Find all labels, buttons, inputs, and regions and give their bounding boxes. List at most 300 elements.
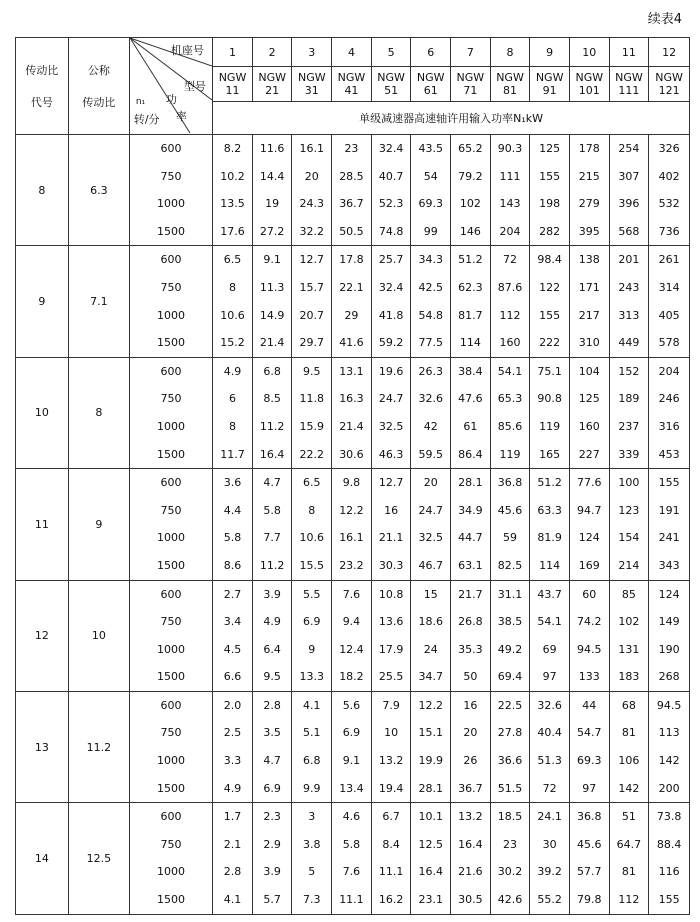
speed-value: 750	[160, 169, 182, 183]
power-value: 50	[463, 670, 478, 684]
speed-value: 600	[160, 253, 182, 267]
power-value: 326	[658, 142, 680, 155]
power-value: 2.3	[263, 810, 281, 824]
frame-number-8: 8	[490, 38, 530, 67]
power-value: 5.5	[303, 587, 321, 601]
power-value: 41.6	[339, 336, 364, 350]
power-value: 7.3	[303, 893, 321, 907]
power-cell	[411, 246, 451, 357]
power-cell	[609, 803, 649, 914]
power-value: 54.8	[418, 308, 443, 322]
power-cell	[332, 469, 372, 580]
power-value: 9.8	[342, 476, 361, 490]
power-cell	[252, 246, 292, 357]
corner-speed-symbol: n₁	[135, 97, 146, 107]
power-cell	[332, 246, 372, 357]
power-rating-table	[15, 37, 690, 915]
power-value: 72	[542, 781, 557, 795]
power-value: 282	[539, 224, 561, 238]
power-cell	[530, 803, 570, 914]
ratio-code-cell: 8	[16, 135, 69, 246]
ratio-code-cell: 12	[16, 580, 69, 691]
power-value: 3.6	[223, 476, 242, 490]
power-value: 43.5	[418, 142, 443, 155]
power-value: 102	[459, 197, 481, 211]
power-cell	[371, 469, 411, 580]
power-value: 15.1	[418, 726, 443, 740]
power-value: 6.4	[263, 642, 281, 656]
power-value: 75.1	[537, 364, 562, 378]
power-value: 3.9	[263, 865, 281, 879]
power-value: 10.6	[220, 308, 245, 322]
frame-number-7: 7	[451, 38, 491, 67]
power-value: 31.1	[497, 587, 523, 601]
power-cell	[292, 246, 332, 357]
power-cell	[609, 135, 649, 246]
power-value: 6	[229, 392, 237, 406]
power-value: 5.8	[223, 531, 242, 545]
power-value: 4.6	[342, 810, 361, 824]
nominal-ratio-cell: 6.3	[68, 135, 129, 246]
power-value: 8.6	[223, 558, 242, 572]
table-row	[16, 469, 690, 580]
power-value: 568	[618, 224, 640, 238]
power-value: 13.5	[220, 197, 245, 211]
power-value: 183	[618, 670, 640, 684]
power-value: 24.7	[418, 503, 443, 517]
power-value: 160	[499, 336, 521, 350]
nominal-ratio-cell: 8	[68, 357, 129, 468]
power-value: 94.5	[656, 698, 682, 712]
ratio-code-cell: 11	[16, 469, 69, 580]
power-value: 21.4	[339, 419, 364, 433]
power-value: 16	[463, 698, 478, 712]
power-value: 32.6	[537, 698, 562, 712]
power-value: 97	[582, 781, 597, 795]
table-row	[16, 246, 690, 357]
power-cell	[213, 246, 253, 357]
speed-cell	[129, 469, 212, 580]
power-value: 6.9	[263, 781, 281, 795]
power-title: 单级减速器高速轴许用输入功率N₁kW	[213, 102, 690, 135]
power-value: 189	[618, 392, 640, 406]
power-cell	[451, 135, 491, 246]
power-value: 449	[618, 336, 640, 350]
power-value: 28.5	[339, 169, 364, 183]
power-value: 9.4	[342, 615, 361, 629]
power-cell	[609, 357, 649, 468]
power-value: 44	[582, 698, 597, 712]
ratio-code-cell: 9	[16, 246, 69, 357]
nominal-ratio-cell: 12.5	[68, 803, 129, 914]
power-value: 26.3	[418, 364, 443, 378]
power-value: 3	[308, 810, 316, 824]
power-value: 6.8	[303, 754, 321, 768]
power-value: 10.6	[299, 531, 325, 545]
power-cell	[252, 469, 292, 580]
power-value: 9.5	[263, 670, 281, 684]
power-cell	[213, 691, 253, 802]
power-value: 69	[542, 642, 557, 656]
power-value: 6.7	[382, 810, 400, 824]
power-cell	[411, 135, 451, 246]
power-value: 125	[539, 142, 561, 155]
corner-power-label-1: 功	[165, 93, 177, 106]
power-cell	[649, 469, 690, 580]
power-value: 98.4	[537, 253, 562, 267]
power-value: 22.2	[299, 447, 325, 461]
power-value: 79.2	[458, 169, 483, 183]
power-value: 13.2	[378, 754, 404, 768]
power-value: 79.8	[577, 893, 602, 907]
power-value: 241	[658, 531, 680, 545]
power-value: 30.2	[497, 865, 523, 879]
power-value: 214	[618, 558, 640, 572]
power-value: 45.6	[497, 503, 523, 517]
power-value: 3.8	[303, 837, 321, 851]
power-cell	[490, 135, 530, 246]
power-value: 4.7	[263, 754, 281, 768]
power-cell	[649, 246, 690, 357]
power-value: 16.3	[339, 392, 364, 406]
power-cell	[292, 357, 332, 468]
speed-cell	[129, 803, 212, 914]
power-value: 17.6	[220, 224, 245, 238]
power-value: 90.3	[497, 142, 523, 155]
power-value: 9.5	[303, 364, 321, 378]
power-value: 87.6	[497, 280, 523, 294]
power-value: 18.2	[339, 670, 364, 684]
model-12: NGW 121	[649, 67, 690, 102]
power-value: 8.5	[263, 392, 281, 406]
speed-cell	[129, 135, 212, 246]
power-value: 402	[658, 169, 680, 183]
frame-number-11: 11	[609, 38, 649, 67]
power-value: 2.1	[223, 837, 242, 851]
power-value: 13.3	[299, 670, 325, 684]
power-cell	[451, 357, 491, 468]
power-value: 227	[578, 447, 600, 461]
power-value: 24.3	[299, 197, 325, 211]
power-value: 2.8	[223, 865, 242, 879]
power-value: 154	[618, 531, 640, 545]
power-value: 5.8	[263, 503, 281, 517]
power-value: 51	[621, 810, 636, 824]
power-value: 20	[304, 169, 319, 183]
power-value: 9	[308, 642, 316, 656]
model-11: NGW 111	[609, 67, 649, 102]
power-value: 11.7	[220, 447, 245, 461]
power-cell	[530, 246, 570, 357]
model-9: NGW 91	[530, 67, 570, 102]
table-row	[16, 580, 690, 691]
power-value: 12.4	[339, 642, 364, 656]
power-cell	[292, 803, 332, 914]
power-value: 5.1	[303, 726, 321, 740]
speed-value: 600	[160, 587, 182, 601]
power-value: 9.1	[342, 754, 361, 768]
speed-value: 1000	[157, 754, 186, 768]
power-value: 69.3	[577, 754, 602, 768]
power-cell	[451, 803, 491, 914]
power-cell	[569, 246, 609, 357]
power-value: 4.9	[263, 615, 281, 629]
power-value: 86.4	[458, 447, 483, 461]
power-value: 396	[618, 197, 640, 211]
power-value: 36.8	[577, 810, 602, 824]
power-cell	[490, 357, 530, 468]
table-caption: 续表4	[647, 12, 682, 27]
power-value: 60	[582, 587, 597, 601]
power-value: 190	[658, 642, 680, 656]
power-cell	[252, 357, 292, 468]
power-value: 201	[618, 253, 640, 267]
power-value: 13.4	[339, 781, 364, 795]
power-cell	[649, 580, 690, 691]
power-value: 57.7	[577, 865, 602, 879]
power-cell	[530, 135, 570, 246]
speed-value: 1000	[157, 531, 186, 545]
power-value: 178	[578, 142, 600, 155]
power-value: 54.1	[497, 364, 523, 378]
power-value: 15.2	[220, 336, 245, 350]
model-4: NGW 41	[332, 67, 372, 102]
power-value: 35.3	[458, 642, 483, 656]
frame-number-5: 5	[371, 38, 411, 67]
power-value: 52.3	[378, 197, 404, 211]
power-value: 32.4	[378, 280, 404, 294]
power-cell	[530, 357, 570, 468]
power-cell	[530, 469, 570, 580]
power-value: 25.5	[378, 670, 404, 684]
power-value: 6.9	[342, 726, 361, 740]
power-value: 6.8	[263, 364, 281, 378]
power-value: 49.2	[497, 642, 523, 656]
model-5: NGW 51	[371, 67, 411, 102]
header-ratio-code: 传动比 代号	[16, 38, 69, 135]
speed-cell	[129, 357, 212, 468]
power-value: 6.5	[303, 476, 321, 490]
power-value: 15.9	[299, 419, 325, 433]
power-value: 11.2	[259, 419, 285, 433]
power-cell	[332, 803, 372, 914]
power-value: 77.6	[577, 476, 602, 490]
speed-value: 1000	[157, 419, 186, 433]
power-value: 29.7	[299, 336, 325, 350]
power-value: 51.3	[537, 754, 562, 768]
power-value: 20	[423, 476, 438, 490]
power-value: 10.1	[418, 810, 443, 824]
power-value: 90.8	[537, 392, 562, 406]
power-cell	[569, 580, 609, 691]
power-value: 30.6	[339, 447, 364, 461]
power-value: 155	[539, 308, 561, 322]
power-value: 59.2	[378, 336, 404, 350]
power-value: 15.5	[299, 558, 325, 572]
power-value: 12.7	[378, 476, 404, 490]
power-value: 42	[423, 419, 438, 433]
ratio-code-cell: 13	[16, 691, 69, 802]
power-cell	[530, 691, 570, 802]
nominal-ratio-cell: 10	[68, 580, 129, 691]
power-cell	[490, 691, 530, 802]
power-value: 63.1	[458, 558, 483, 572]
header-diagonal-cell	[129, 38, 212, 135]
power-value: 395	[578, 224, 600, 238]
power-cell	[569, 803, 609, 914]
power-value: 16.1	[339, 531, 364, 545]
table-row	[16, 357, 690, 468]
speed-value: 750	[160, 280, 182, 294]
power-value: 119	[539, 419, 561, 433]
power-value: 94.7	[577, 503, 602, 517]
power-value: 316	[658, 419, 680, 433]
power-cell	[252, 580, 292, 691]
power-cell	[649, 357, 690, 468]
speed-value: 1000	[157, 308, 186, 322]
power-value: 171	[578, 280, 600, 294]
corner-frame-label: 机座号	[170, 44, 204, 57]
power-cell	[649, 691, 690, 802]
power-value: 4.9	[223, 364, 242, 378]
speed-value: 600	[160, 810, 182, 824]
power-value: 23	[503, 837, 517, 851]
power-value: 85.6	[497, 419, 523, 433]
power-value: 50.5	[339, 224, 364, 238]
power-value: 5	[308, 865, 316, 879]
power-value: 215	[578, 169, 600, 183]
power-value: 13.1	[339, 364, 364, 378]
power-value: 11.2	[259, 558, 285, 572]
nominal-ratio-cell: 7.1	[68, 246, 129, 357]
corner-model-label: 型号	[183, 80, 206, 93]
power-value: 85	[621, 587, 636, 601]
power-value: 16.2	[378, 893, 404, 907]
power-cell	[371, 357, 411, 468]
power-cell	[371, 135, 411, 246]
power-value: 72	[503, 253, 517, 267]
power-value: 111	[499, 169, 521, 183]
power-cell	[451, 469, 491, 580]
power-value: 155	[539, 169, 561, 183]
power-value: 34.3	[418, 253, 443, 267]
power-value: 204	[658, 364, 680, 378]
power-value: 17.8	[339, 253, 364, 267]
power-value: 69.4	[497, 670, 523, 684]
power-value: 254	[618, 142, 640, 155]
power-value: 7.6	[342, 865, 361, 879]
power-value: 143	[499, 197, 521, 211]
header-nominal-ratio: 公称 传动比	[68, 38, 129, 135]
power-value: 14.4	[259, 169, 285, 183]
power-value: 5.6	[342, 698, 361, 712]
power-value: 204	[499, 224, 521, 238]
power-value: 2.5	[223, 726, 242, 740]
power-value: 8.4	[382, 837, 400, 851]
power-value: 4.9	[223, 781, 242, 795]
power-value: 23.2	[339, 558, 364, 572]
power-value: 6.6	[223, 670, 242, 684]
power-cell	[451, 691, 491, 802]
speed-value: 600	[160, 476, 182, 490]
speed-value: 600	[160, 364, 182, 378]
power-value: 36.8	[497, 476, 523, 490]
power-cell	[411, 803, 451, 914]
frame-number-6: 6	[411, 38, 451, 67]
power-value: 17.9	[378, 642, 404, 656]
speed-value: 750	[160, 837, 182, 851]
power-value: 27.2	[259, 224, 285, 238]
table-row	[16, 691, 690, 802]
speed-cell	[129, 691, 212, 802]
corner-power-label-2: 率	[175, 110, 187, 123]
power-value: 146	[459, 224, 481, 238]
power-value: 65.3	[497, 392, 523, 406]
power-value: 5.7	[263, 893, 281, 907]
power-value: 405	[658, 308, 680, 322]
power-value: 11.1	[378, 865, 404, 879]
power-value: 9.9	[303, 781, 321, 795]
power-value: 12.2	[418, 698, 443, 712]
power-value: 122	[539, 280, 561, 294]
power-value: 13.2	[458, 810, 483, 824]
power-value: 10	[384, 726, 399, 740]
power-value: 24.1	[537, 810, 562, 824]
power-value: 736	[658, 224, 680, 238]
power-value: 18.6	[418, 615, 443, 629]
power-value: 8	[229, 280, 237, 294]
speed-value: 1500	[157, 893, 186, 907]
power-value: 125	[578, 392, 600, 406]
power-value: 104	[578, 364, 600, 378]
power-value: 279	[578, 197, 600, 211]
power-value: 237	[618, 419, 640, 433]
power-value: 94.5	[577, 642, 602, 656]
power-cell	[332, 580, 372, 691]
speed-value: 1000	[157, 642, 186, 656]
speed-value: 750	[160, 615, 182, 629]
power-value: 34.7	[418, 670, 443, 684]
speed-value: 750	[160, 392, 182, 406]
power-cell	[569, 357, 609, 468]
model-7: NGW 71	[451, 67, 491, 102]
power-value: 15.7	[299, 280, 325, 294]
corner-speed-unit: 转/分	[133, 113, 160, 126]
power-value: 124	[578, 531, 600, 545]
power-value: 5.8	[342, 837, 361, 851]
power-value: 4.1	[223, 893, 242, 907]
power-value: 155	[658, 476, 680, 490]
power-value: 22.5	[497, 698, 523, 712]
power-value: 155	[658, 893, 680, 907]
power-cell	[213, 135, 253, 246]
power-value: 6.5	[223, 253, 242, 267]
power-cell	[649, 803, 690, 914]
power-value: 16	[384, 503, 399, 517]
power-cell	[213, 357, 253, 468]
power-value: 81.9	[537, 531, 562, 545]
power-value: 81	[621, 865, 636, 879]
power-cell	[292, 691, 332, 802]
power-value: 81.7	[458, 308, 483, 322]
power-value: 9.1	[263, 253, 281, 267]
power-value: 40.7	[378, 169, 404, 183]
power-value: 578	[658, 336, 680, 350]
power-value: 16.4	[458, 837, 483, 851]
power-cell	[569, 469, 609, 580]
power-value: 43.7	[537, 587, 562, 601]
power-value: 343	[658, 558, 680, 572]
